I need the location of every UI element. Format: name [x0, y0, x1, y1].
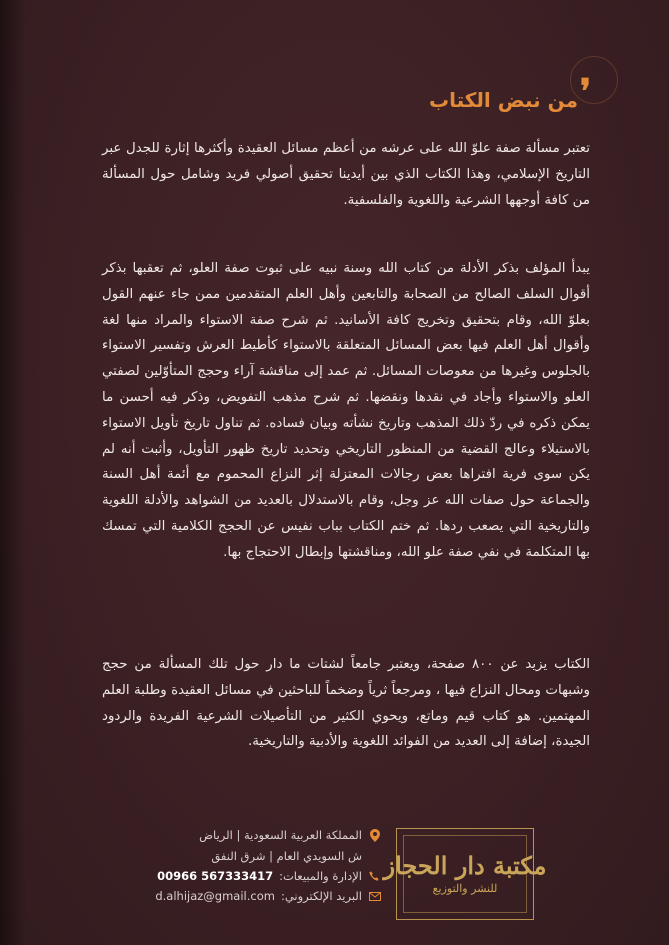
- section-heading-text: من نبض الكتاب: [428, 88, 579, 112]
- publisher-logo-frame: [383, 835, 547, 913]
- email-line: [155, 889, 381, 903]
- section-heading: [428, 72, 591, 112]
- publisher-logo-name: مكتبة دار الحجاز: [383, 851, 547, 880]
- spine-shadow: [0, 0, 26, 945]
- quote-mark-icon: ❜: [580, 72, 591, 112]
- phone-number[interactable]: 00966 567333417: [157, 869, 274, 883]
- address-text-2: ش السويدي العام | شرق النفق: [211, 849, 362, 863]
- email-icon: [368, 890, 381, 903]
- paragraph-intro: تعتبر مسألة صفة علوّ الله على عرشه من أعظم مسائل العقيدة وأكثرها إثارة للجدل عبر التاريخ الإسلامي، وهذا الكتاب الذي بين أيدينا تحقيق أصولي فريد وشامل حول المسألة من كافة أوجهها الشرعية واللغوية والفلسفية.: [102, 141, 590, 208]
- email-label: البريد الإلكتروني:: [280, 889, 362, 903]
- phone-label: الإدارة والمبيعات:: [279, 869, 362, 883]
- publisher-logo: [383, 828, 547, 920]
- address-text-1: المملكة العربية السعودية | الرياض: [199, 828, 362, 842]
- phone-line: [157, 869, 381, 883]
- paragraph-summary: الكتاب يزيد عن ٨٠٠ صفحة، ويعتبر جامعاً لشتات ما دار حول تلك المسألة من حجج وشبهات ومحال النزاع فيها ، ومرجعاً ثرياً وضخماً للباحثين في مسائل العقيدة وطلبة العلم المهتمين. هو كتاب قيم وماتع، ويحوي الكثير من التأصيلات الشرعية الفريدة والردود الجيدة، إضافة إلى العديد من الفوائد اللغوية والأدبية والتاريخية.: [102, 657, 590, 750]
- publisher-logo-subtitle: للنشر والتوزيع: [432, 882, 498, 895]
- address-line-1: [199, 828, 381, 842]
- address-line-2: [211, 849, 381, 863]
- email-address[interactable]: d.alhijaz@gmail.com: [155, 889, 275, 903]
- phone-icon: [368, 870, 381, 883]
- location-icon: [368, 829, 381, 842]
- paragraph-content: يبدأ المؤلف بذكر الأدلة من كتاب الله وسنة نبيه على ثبوت صفة العلو، ثم تعقبها بذكر أقوال السلف الصالح من الصحابة والتابعين وأهل العلم المتقدمين ممن جاء عنهم القول بعلوّ الله، وقام بتحقيق وتخريج كافة الأسانيد. ثم شرح صفة الاستواء والمراد منها لغة وأقوال أهل العلم فيها بعض المسائل المتعلقة بالاستواء كأطيط العرش وتفسير الاستواء بالجلوس وغيرها من معوصات المسائل. ثم عمد إلى مناقشة آراء وحجج المتأوّلين لصفتي العلو والاستواء وأجاد في نقدها ونقضها. ثم شرح مذهب التفويض، وذكر فيه أحسن ما يمكن ذكره في ردّ ذلك المذهب وتاريخ نشأته وبيان فساده. ثم تناول تاريخ تأويل الاستواء بالاستيلاء وعالج القضية من المنظور التاريخي وتحديد تاريخ ظهور التأويل، وأثبت أنه لم يكن سوى فرية افتراها بعض رجالات المعتزلة إثر النزاع المحموم مع أئمة أهل السنة والجماعة حول صفات الله عز وجل، وقام بالاستدلال بالعديد من الشواهد والأدلة اللغوية والتاريخية التي يصعب ردها. ثم ختم الكتاب بباب نفيس عن الحجج الكلامية التي تمسك بها المتكلمة في نفي صفة علو الله، ومناقشتها وإبطال الاحتجاج بها.: [102, 261, 590, 560]
